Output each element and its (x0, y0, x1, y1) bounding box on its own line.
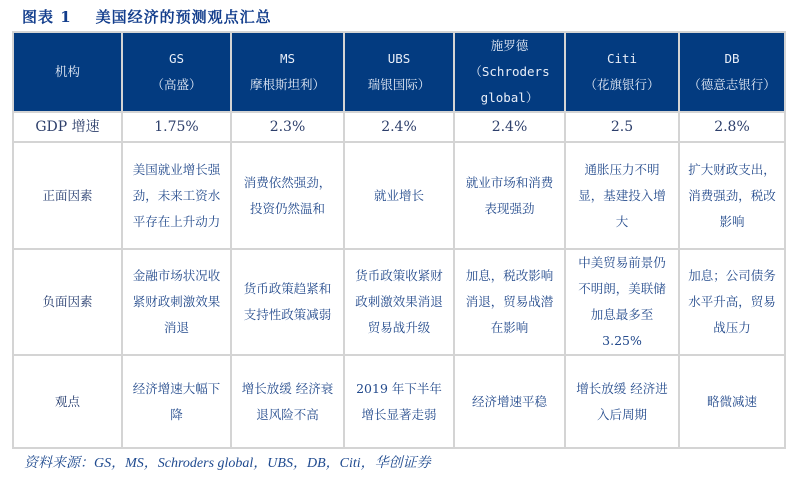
table-cell: 货币政策收紧财政刺激效果消退 贸易战升级 (344, 249, 454, 355)
table-cell: 加息，税改影响消退，贸易战潜在影响 (454, 249, 565, 355)
table-cell: 增长放缓 经济进入后周期 (565, 355, 679, 448)
table-row-gdp (13, 112, 785, 142)
table-cell: 1.75% (122, 112, 231, 142)
table-cell: 经济增速大幅下降 (122, 355, 231, 448)
header-col-ubs: UBS 瑞银国际） (344, 32, 454, 112)
figure-title-text: 美国经济的预测观点汇总 (95, 8, 272, 26)
table-cell: 加息；公司债务水平升高，贸易战压力 (679, 249, 785, 355)
table-cell: 2.8% (679, 112, 785, 142)
table-cell: 中美贸易前景仍不明朗，美联储加息最多至 3.25% (565, 249, 679, 355)
table-cell: 扩大财政支出，消费强劲，税改影响 (679, 142, 785, 249)
source-note: 资料来源：GS，MS，Schroders global，UBS，DB，Citi，华创证券 (24, 456, 431, 471)
table-cell: 货币政策趋紧和支持性政策减弱 (231, 249, 344, 355)
table-cell: 消费依然强劲，投资仍然温和 (231, 142, 344, 249)
table-cell: 通胀压力不明显，基建投入增大 (565, 142, 679, 249)
table-row-negative (13, 249, 785, 355)
table-cell: 2.4% (454, 112, 565, 142)
table-cell: 2.3% (231, 112, 344, 142)
table-cell: 就业增长 (344, 142, 454, 249)
header-col-gs: GS （高盛） (122, 32, 231, 112)
row-label: GDP 增速 (13, 112, 122, 142)
table-cell: 增长放缓 经济衰退风险不高 (231, 355, 344, 448)
header-col-schroders: 施罗德 （Schroders global） (454, 32, 565, 112)
figure-title (22, 6, 272, 27)
header-col-ms: MS 摩根斯坦利） (231, 32, 344, 112)
row-label: 观点 (13, 355, 122, 448)
table-cell: 略微减速 (679, 355, 785, 448)
header-col-db: DB （德意志银行） (679, 32, 785, 112)
header-row-label: 机构 (13, 32, 122, 112)
row-label: 负面因素 (13, 249, 122, 355)
figure-label: 图表 1 (22, 8, 72, 26)
table-row-positive (13, 142, 785, 249)
table-cell: 金融市场状况收紧财政刺激效果消退 (122, 249, 231, 355)
row-label: 正面因素 (13, 142, 122, 249)
forecast-table (12, 31, 786, 449)
table-cell: 就业市场和消费表现强劲 (454, 142, 565, 249)
table-cell: 经济增速平稳 (454, 355, 565, 448)
header-col-citi: Citi （花旗银行） (565, 32, 679, 112)
table-cell: 2019 年下半年增长显著走弱 (344, 355, 454, 448)
table-row-view (13, 355, 785, 448)
table-cell: 2.4% (344, 112, 454, 142)
table-header-row (13, 32, 785, 112)
table-cell: 美国就业增长强劲，未来工资水平存在上升动力 (122, 142, 231, 249)
table-cell: 2.5 (565, 112, 679, 142)
